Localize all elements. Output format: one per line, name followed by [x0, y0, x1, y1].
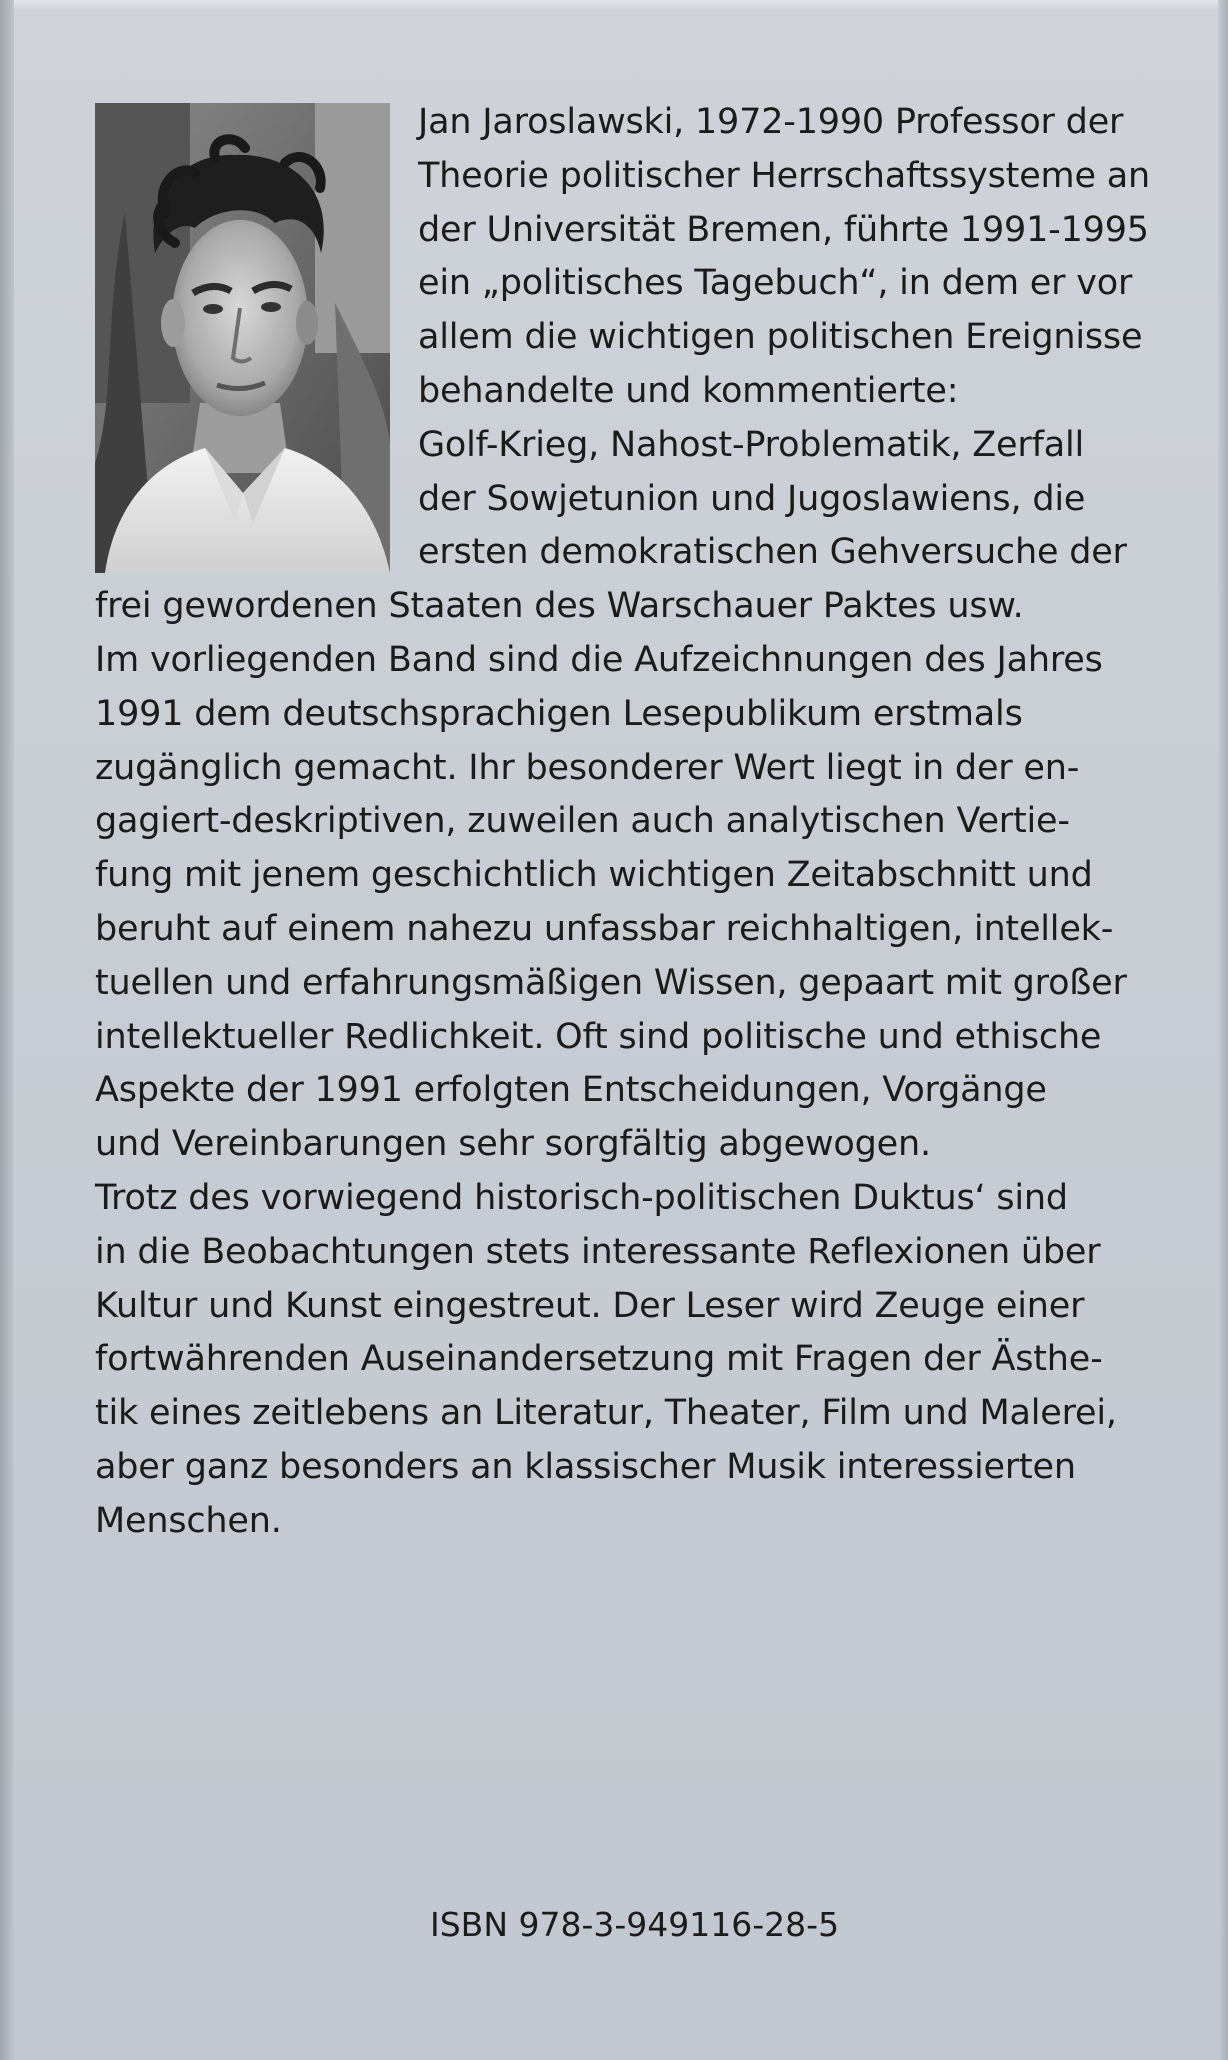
blurb-line: tik eines zeitlebens an Literatur, Theater, Film und Malerei, — [95, 1393, 1117, 1434]
blurb-line: aber ganz besonders an klassischer Musik interessierten — [95, 1446, 1076, 1487]
blurb-line: tuellen und erfahrungsmäßigen Wissen, gepaart mit großer — [95, 962, 1127, 1003]
blurb-line: Trotz des vorwiegend historisch-politischen Duktus‘ sind — [95, 1177, 1068, 1218]
cover-right-edge — [1218, 0, 1228, 2060]
blurb-line: behandelte und kommentierte: — [418, 370, 959, 411]
blurb-line: intellektueller Redlichkeit. Oft sind politische und ethische — [95, 1016, 1102, 1057]
blurb-line: Theorie politischer Herrschaftssysteme an — [418, 155, 1150, 196]
blurb-line: Kultur und Kunst eingestreut. Der Leser wird Zeuge einer — [95, 1285, 1085, 1326]
blurb-line: Menschen. — [95, 1500, 282, 1541]
blurb-line: der Universität Bremen, führte 1991-1995 — [418, 209, 1149, 250]
cover-top-edge — [0, 0, 1228, 10]
blurb-line: fung mit jenem geschichtlich wichtigen Zeitabschnitt und — [95, 855, 1093, 896]
blurb-line: gagiert-deskriptiven, zuweilen auch analytischen Vertie- — [95, 801, 1070, 842]
blurb-line: fortwährenden Auseinandersetzung mit Fragen der Ästhe- — [95, 1339, 1103, 1380]
blurb-line: beruht auf einem nahezu unfassbar reichhaltigen, intellek- — [95, 908, 1114, 949]
cover-left-edge — [0, 0, 14, 2060]
blurb-line: ersten demokratischen Gehversuche der — [418, 532, 1127, 573]
blurb-line: und Vereinbarungen sehr sorgfältig abgewogen. — [95, 1124, 931, 1165]
blurb-line: Aspekte der 1991 erfolgten Entscheidungen, Vorgänge — [95, 1070, 1047, 1111]
blurb-text — [95, 96, 1205, 1549]
isbn-number: ISBN 978-3-949116-28-5 — [430, 1905, 840, 1944]
blurb-line: der Sowjetunion und Jugoslawiens, die — [418, 478, 1086, 519]
blurb-line: zugänglich gemacht. Ihr besonderer Wert liegt in der en- — [95, 747, 1080, 788]
blurb-line: 1991 dem deutschsprachigen Lesepublikum erstmals — [95, 693, 1023, 734]
blurb-line: Im vorliegenden Band sind die Aufzeichnungen des Jahres — [95, 639, 1103, 680]
blurb-line: Golf-Krieg, Nahost-Problematik, Zerfall — [418, 424, 1085, 465]
blurb-line: Jan Jaroslawski, 1972-1990 Professor der — [418, 102, 1124, 142]
blurb-line: ein „politisches Tagebuch“, in dem er vor — [418, 263, 1133, 304]
blurb-line: in die Beobachtungen stets interessante Reflexionen über — [95, 1231, 1101, 1272]
blurb-line: allem die wichtigen politischen Ereignisse — [418, 317, 1143, 358]
blurb-line: frei gewordenen Staaten des Warschauer Paktes usw. — [95, 586, 1024, 627]
